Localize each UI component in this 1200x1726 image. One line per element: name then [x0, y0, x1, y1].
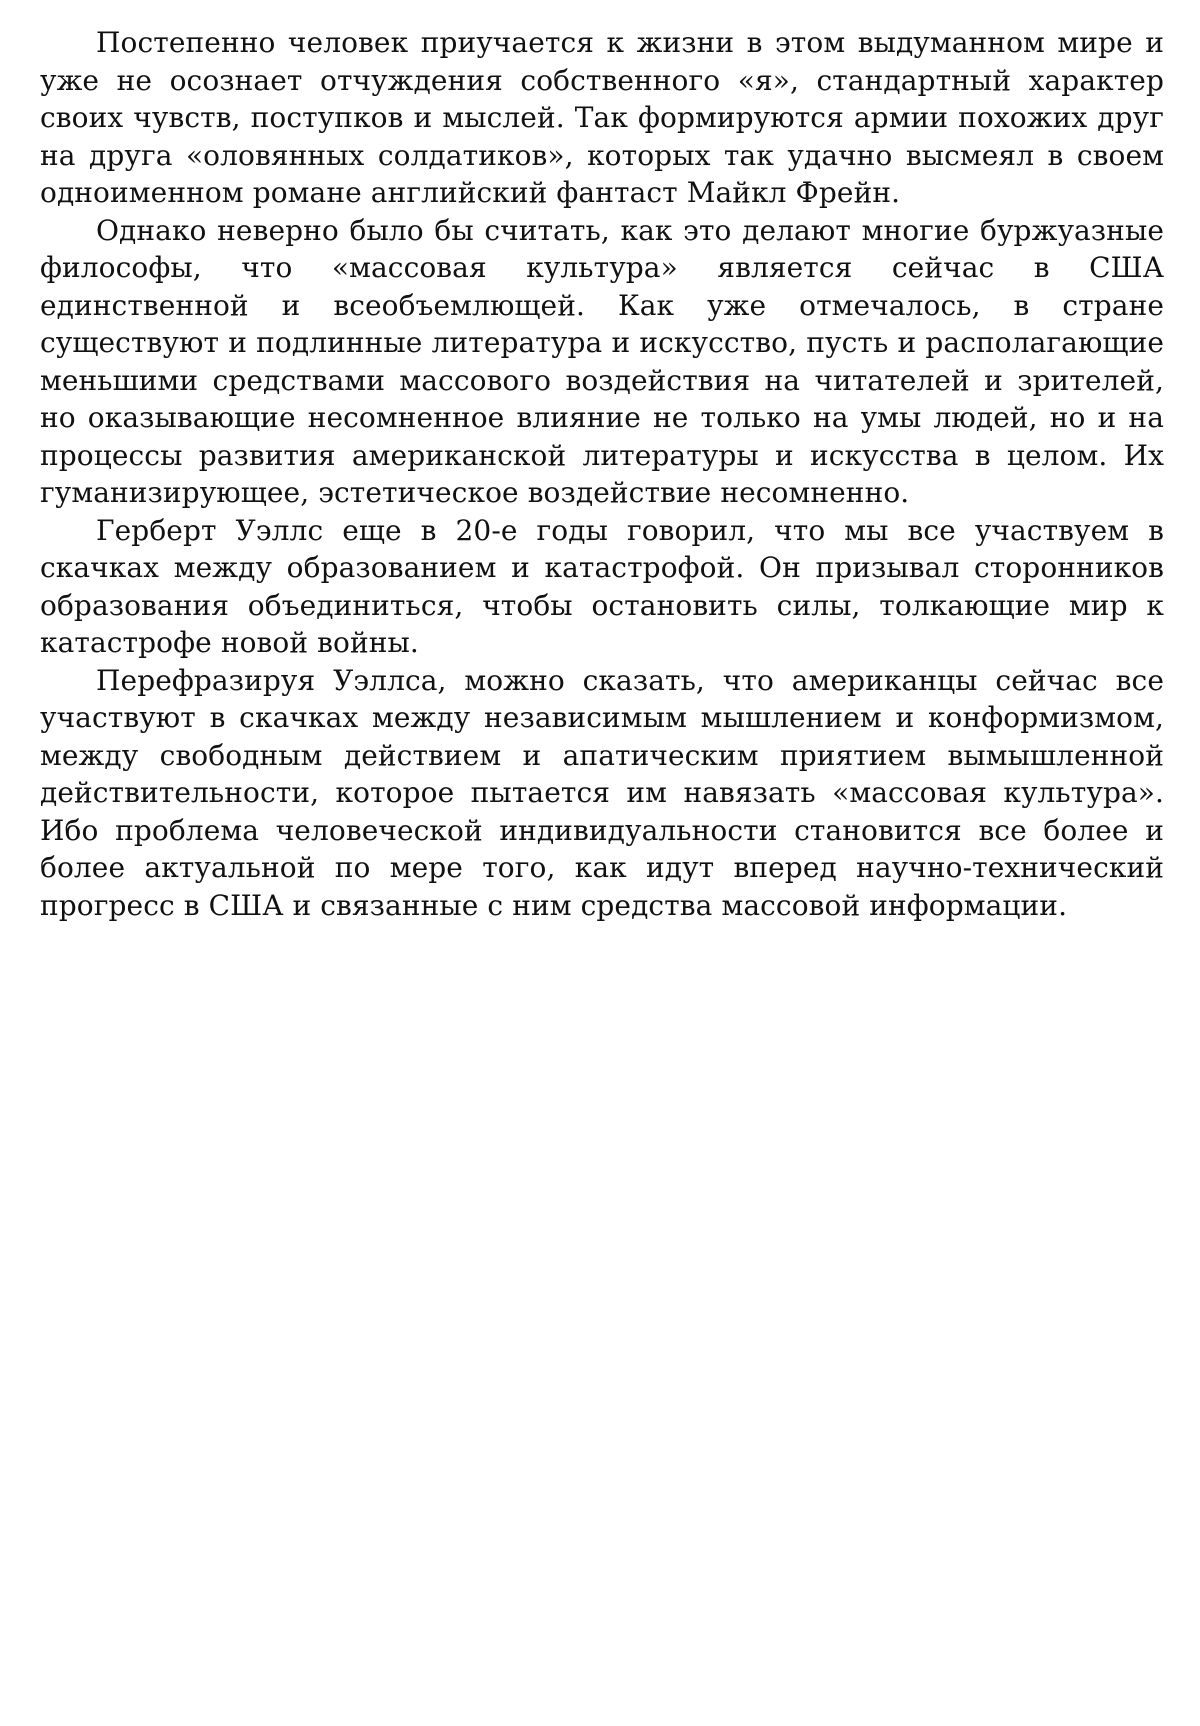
paragraph-4: Перефразируя Уэллса, можно сказать, что американцы сейчас все участвуют в скачках между независимым мышлением и конформизмом, между свободным действием и апатическим приятием вымышленной действительности, которое пытается им навязать «массовая культура». Ибо проблема человеческой индивидуальности становится все более и более актуальной по мере того, как идут вперед научно-технический прогресс в США и связанные с ним средства массовой информации.: [40, 663, 1164, 922]
paragraph-1: Постепенно человек приучается к жизни в этом выдуманном мире и уже не осознает отчуждения собственного «я», стандартный характер своих чувств, поступков и мыслей. Так формируются армии похожих друг на друга «оловянных солдатиков», которых так удачно высмеял в своем одноименном романе английский фантаст Майкл Фрейн.: [40, 26, 1164, 209]
body-text: [40, 24, 1164, 924]
paragraph-3: Герберт Уэллс еще в 20-е годы говорил, что мы все участвуем в скачках между образованием и катастрофой. Он призывал сторонников образования объединиться, чтобы остановить силы, толкающие мир к катастрофе новой войны.: [40, 513, 1164, 659]
paragraph-2: Однако неверно было бы считать, как это делают многие буржуазные философы, что «массовая культура» является сейчас в США единственной и всеобъемлющей. Как уже отмечалось, в стране существуют и подлинные литература и искусство, пусть и располагающие меньшими средствами массового воздействия на читателей и зрителей, но оказывающие несомненное влияние не только на умы людей, но и на процессы развития американской литературы и искусства в целом. Их гуманизирующее, эстетическое воздействие несомненно.: [40, 213, 1164, 509]
